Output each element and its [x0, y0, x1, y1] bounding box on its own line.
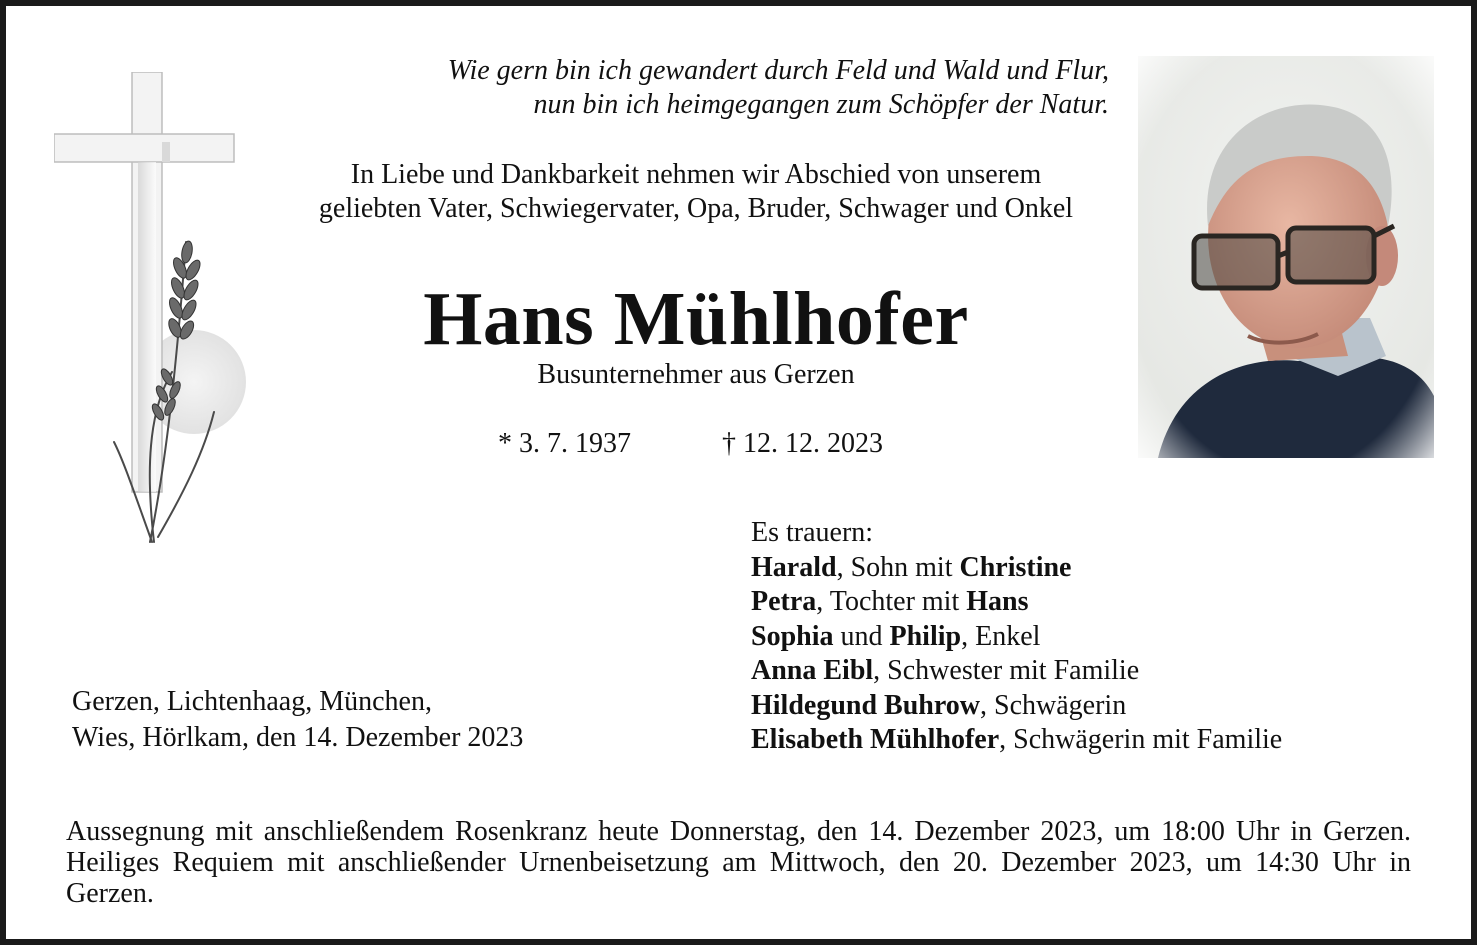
- place-line-1: Gerzen, Lichtenhaag, München,: [72, 686, 432, 717]
- deceased-profession: Busunternehmer aus Gerzen: [537, 359, 855, 390]
- mourners-heading: Es trauern:: [751, 517, 874, 548]
- mourner-row: [751, 620, 1282, 655]
- quote-line-1: Wie gern bin ich gewandert durch Feld und Wald und Flur,: [447, 55, 1109, 86]
- cross-with-wheat-icon: [54, 72, 254, 552]
- mourner-row: [751, 723, 1282, 758]
- mourner-relation: , Schwester mit Familie: [873, 655, 1140, 686]
- mourner-relation: , Schwägerin mit Familie: [999, 724, 1283, 755]
- mourners-list: [751, 516, 1282, 758]
- mourner-row: [751, 654, 1282, 689]
- mourner-row: [751, 585, 1282, 620]
- mourner-name: Christine: [959, 551, 1072, 583]
- deceased-name: Hans Mühlhofer: [423, 277, 969, 361]
- mourner-name: Hildegund Buhrow: [751, 689, 981, 721]
- portrait-photo: [1138, 56, 1434, 458]
- mourner-name: Anna Eibl: [751, 655, 874, 686]
- mourner-relation: und: [833, 620, 890, 652]
- intro-line-1: In Liebe und Dankbarkeit nehmen wir Abschied von unserem: [350, 159, 1042, 190]
- mourner-row: [751, 689, 1282, 724]
- service-info: Aussegnung mit anschließendem Rosenkranz heute Donnerstag, den 14. Dezember 2023, um 18:00 Uhr in Gerzen. Heiliges Requiem mit anschließender Urnenbeisetzung am Mittwoch, den 20. Dezember 2023, um 14:30 Uhr in Gerzen.: [66, 816, 1411, 909]
- mourner-relation: , Tochter mit: [816, 586, 967, 617]
- mourner-relation: , Enkel: [961, 620, 1041, 652]
- mourner-name: Harald: [751, 551, 837, 583]
- mourner-relation: , Sohn mit: [836, 551, 960, 583]
- epitaph-quote: [448, 54, 1109, 122]
- mourner-name: Sophia: [751, 620, 834, 652]
- mourner-name: Hans: [966, 586, 1029, 617]
- mourner-name: Petra: [751, 586, 817, 617]
- mourner-relation: , Schwägerin: [980, 689, 1127, 721]
- intro-line-2: geliebten Vater, Schwiegervater, Opa, Bruder, Schwager und Onkel: [318, 193, 1074, 224]
- place-and-date: [72, 684, 523, 756]
- place-line-2: Wies, Hörlkam, den 14. Dezember 2023: [72, 722, 524, 753]
- death-date: † 12. 12. 2023: [722, 428, 883, 459]
- mourner-name: Philip: [889, 620, 962, 652]
- mourner-name: Elisabeth Mühlhofer: [751, 724, 1000, 755]
- mourner-row: [751, 551, 1282, 586]
- intro-text: [246, 158, 1146, 226]
- birth-date: * 3. 7. 1937: [498, 428, 631, 459]
- quote-line-2: nun bin ich heimgegangen zum Schöpfer der Natur.: [533, 89, 1109, 120]
